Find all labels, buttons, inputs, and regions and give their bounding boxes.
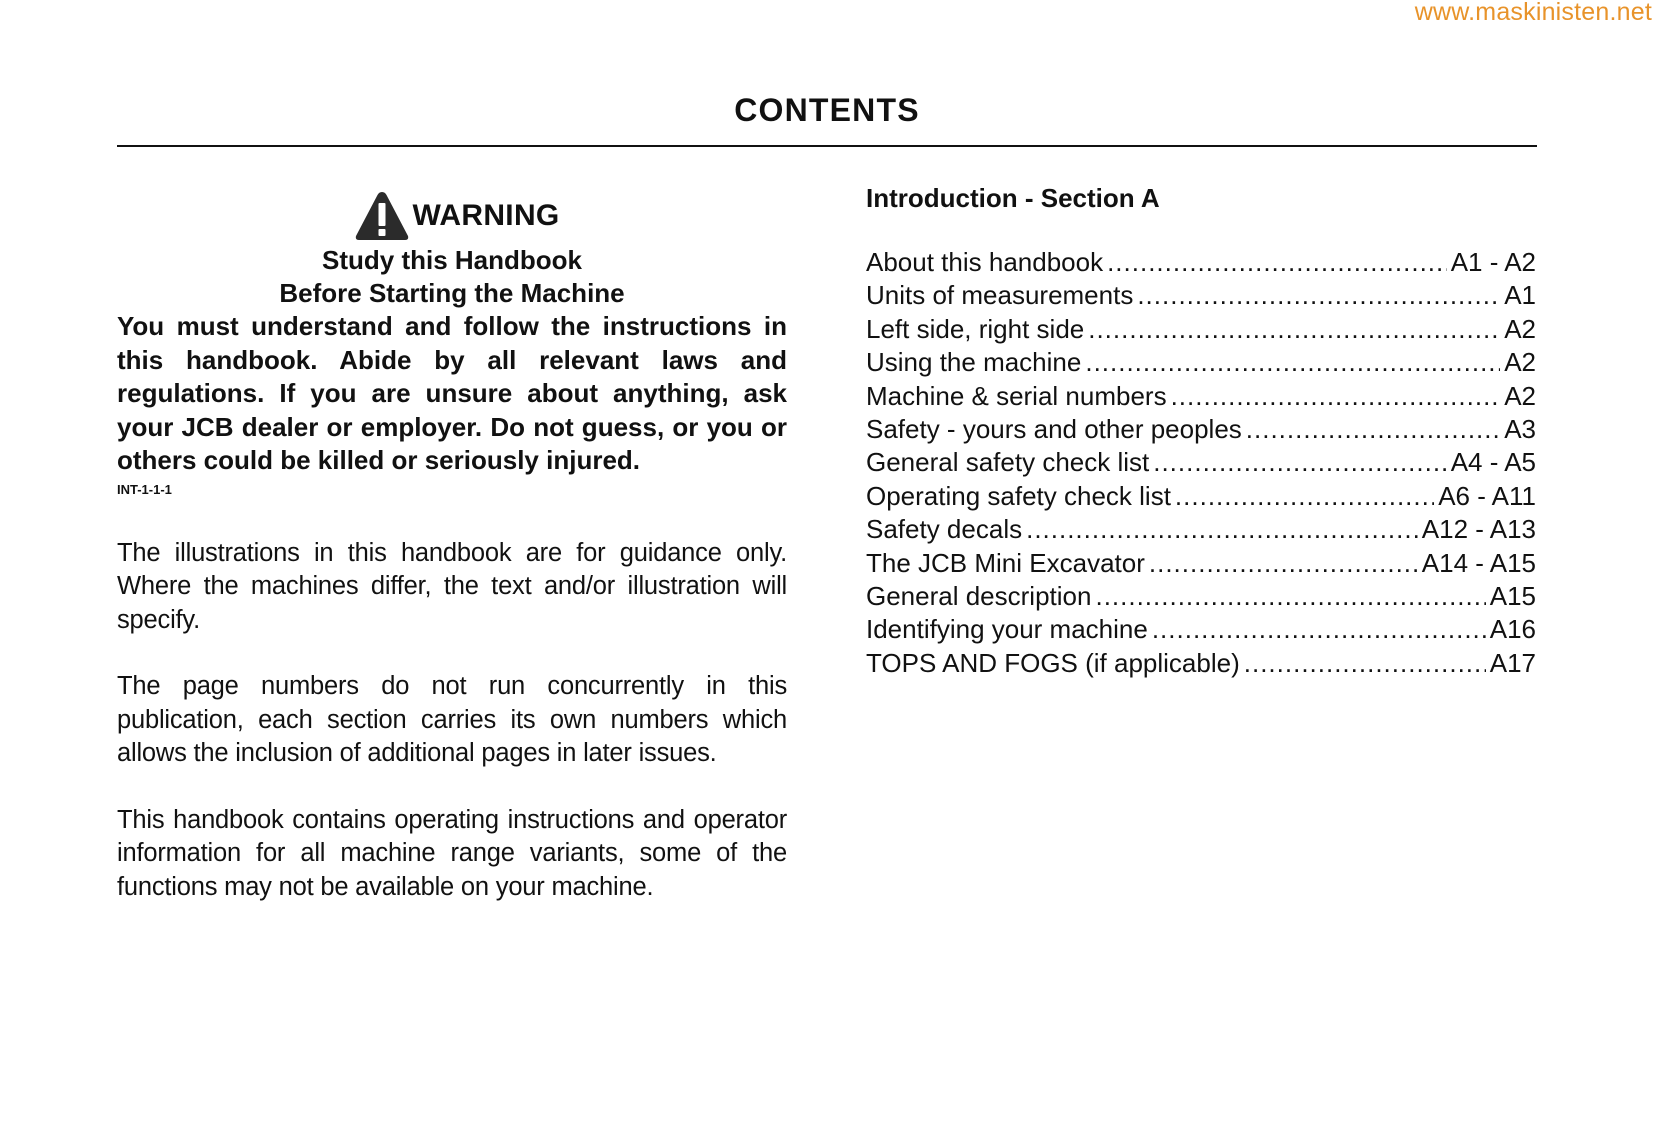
toc-entry-page: A1 - A2: [1450, 247, 1536, 277]
toc-leader-dots: [1171, 380, 1501, 413]
toc-entry-page: A2: [1504, 380, 1536, 411]
toc-entry-label: Machine & serial numbers: [866, 380, 1167, 411]
toc-entry-page: A6 - A11: [1438, 480, 1536, 511]
paragraph-page-numbers: The page numbers do not run concurrently in this publication, each section carries its own numbers which allows the inclusion of additional pages in later issues.: [117, 672, 787, 767]
toc-entry[interactable]: [866, 613, 1536, 646]
toc-leader-dots: [1088, 313, 1500, 346]
toc-entry-page: A16: [1489, 614, 1536, 645]
toc-entry[interactable]: [866, 480, 1536, 513]
title-divider: [117, 145, 1537, 147]
toc-entry[interactable]: [866, 647, 1536, 680]
toc-entry-label: Using the machine: [866, 347, 1082, 378]
paragraph-variants: This handbook contains operating instructions and operator information for all machine range variants, some of the functions may not be available on your machine.: [117, 805, 787, 901]
toc-entry-page: A3: [1504, 414, 1536, 445]
toc-entry-page: A15: [1489, 581, 1536, 612]
warning-header: [127, 188, 787, 244]
toc-entry-label: General description: [866, 581, 1092, 612]
toc-entry-page: A1: [1504, 280, 1536, 311]
toc-entry[interactable]: [866, 547, 1536, 580]
toc-entry-label: Left side, right side: [866, 313, 1085, 344]
toc-entry-label: Units of measurements: [866, 280, 1134, 311]
paragraph-illustrations: The illustrations in this handbook are for guidance only. Where the machines differ, the text and/or illustration will specify.: [117, 538, 787, 634]
toc-entry-label: The JCB Mini Excavator: [866, 547, 1145, 578]
toc-entry-label: Identifying your machine: [866, 614, 1148, 645]
toc-entry[interactable]: [866, 246, 1536, 279]
page-title: CONTENTS: [734, 92, 920, 128]
right-column: [866, 180, 1536, 680]
toc-leader-dots: [1095, 580, 1485, 613]
toc-entry-page: A12 - A13: [1421, 514, 1536, 545]
toc-entry[interactable]: [866, 279, 1536, 312]
toc-entry-page: A2: [1504, 347, 1536, 378]
toc-entry[interactable]: [866, 313, 1536, 346]
toc-leader-dots: [1175, 480, 1434, 513]
toc-leader-dots: [1246, 413, 1500, 446]
toc-entry[interactable]: [866, 580, 1536, 613]
toc-entry-label: TOPS AND FOGS (if applicable): [866, 647, 1240, 678]
toc-entry[interactable]: [866, 346, 1536, 379]
toc-entry[interactable]: [866, 413, 1536, 446]
toc-leader-dots: [1244, 647, 1486, 680]
warning-subtitle-line2: Before Starting the Machine: [279, 278, 625, 308]
toc-leader-dots: [1152, 613, 1486, 646]
toc-entry-page: A17: [1489, 647, 1536, 678]
toc-entry-label: About this handbook: [866, 247, 1104, 277]
toc-entry-label: Safety decals: [866, 514, 1023, 545]
toc-entry-page: A4 - A5: [1450, 447, 1536, 478]
toc-entry-label: General safety check list: [866, 447, 1150, 478]
left-column: [117, 188, 787, 937]
toc-entry-label: Safety - yours and other peoples: [866, 414, 1242, 445]
toc-list: [866, 246, 1536, 680]
toc-leader-dots: [1153, 446, 1446, 479]
toc-section-heading: Introduction - Section A: [866, 183, 1160, 213]
toc-leader-dots: [1085, 346, 1500, 379]
toc-leader-dots: [1026, 513, 1418, 546]
toc-entry[interactable]: [866, 513, 1536, 546]
toc-leader-dots: [1107, 246, 1447, 279]
toc-leader-dots: [1137, 279, 1500, 312]
toc-entry[interactable]: [866, 380, 1536, 413]
warning-label: WARNING: [412, 199, 560, 232]
warning-triangle-icon: [354, 190, 410, 242]
toc-entry-page: A2: [1504, 313, 1536, 344]
toc-entry[interactable]: [866, 446, 1536, 479]
warning-reference-code: INT-1-1-1: [117, 481, 172, 497]
toc-entry-page: A14 - A15: [1421, 547, 1536, 578]
watermark-url: www.maskinisten.net: [1414, 0, 1652, 26]
warning-subtitle-line1: Study this Handbook: [322, 245, 582, 275]
toc-entry-label: Operating safety check list: [866, 480, 1171, 511]
warning-body: You must understand and follow the instructions in this handbook. Abide by all relevant laws and regulations. If you are unsure about anything, ask your JCB dealer or employer. Do not guess, or you or others could be killed or seriously injured.: [117, 311, 787, 475]
toc-leader-dots: [1149, 547, 1418, 580]
